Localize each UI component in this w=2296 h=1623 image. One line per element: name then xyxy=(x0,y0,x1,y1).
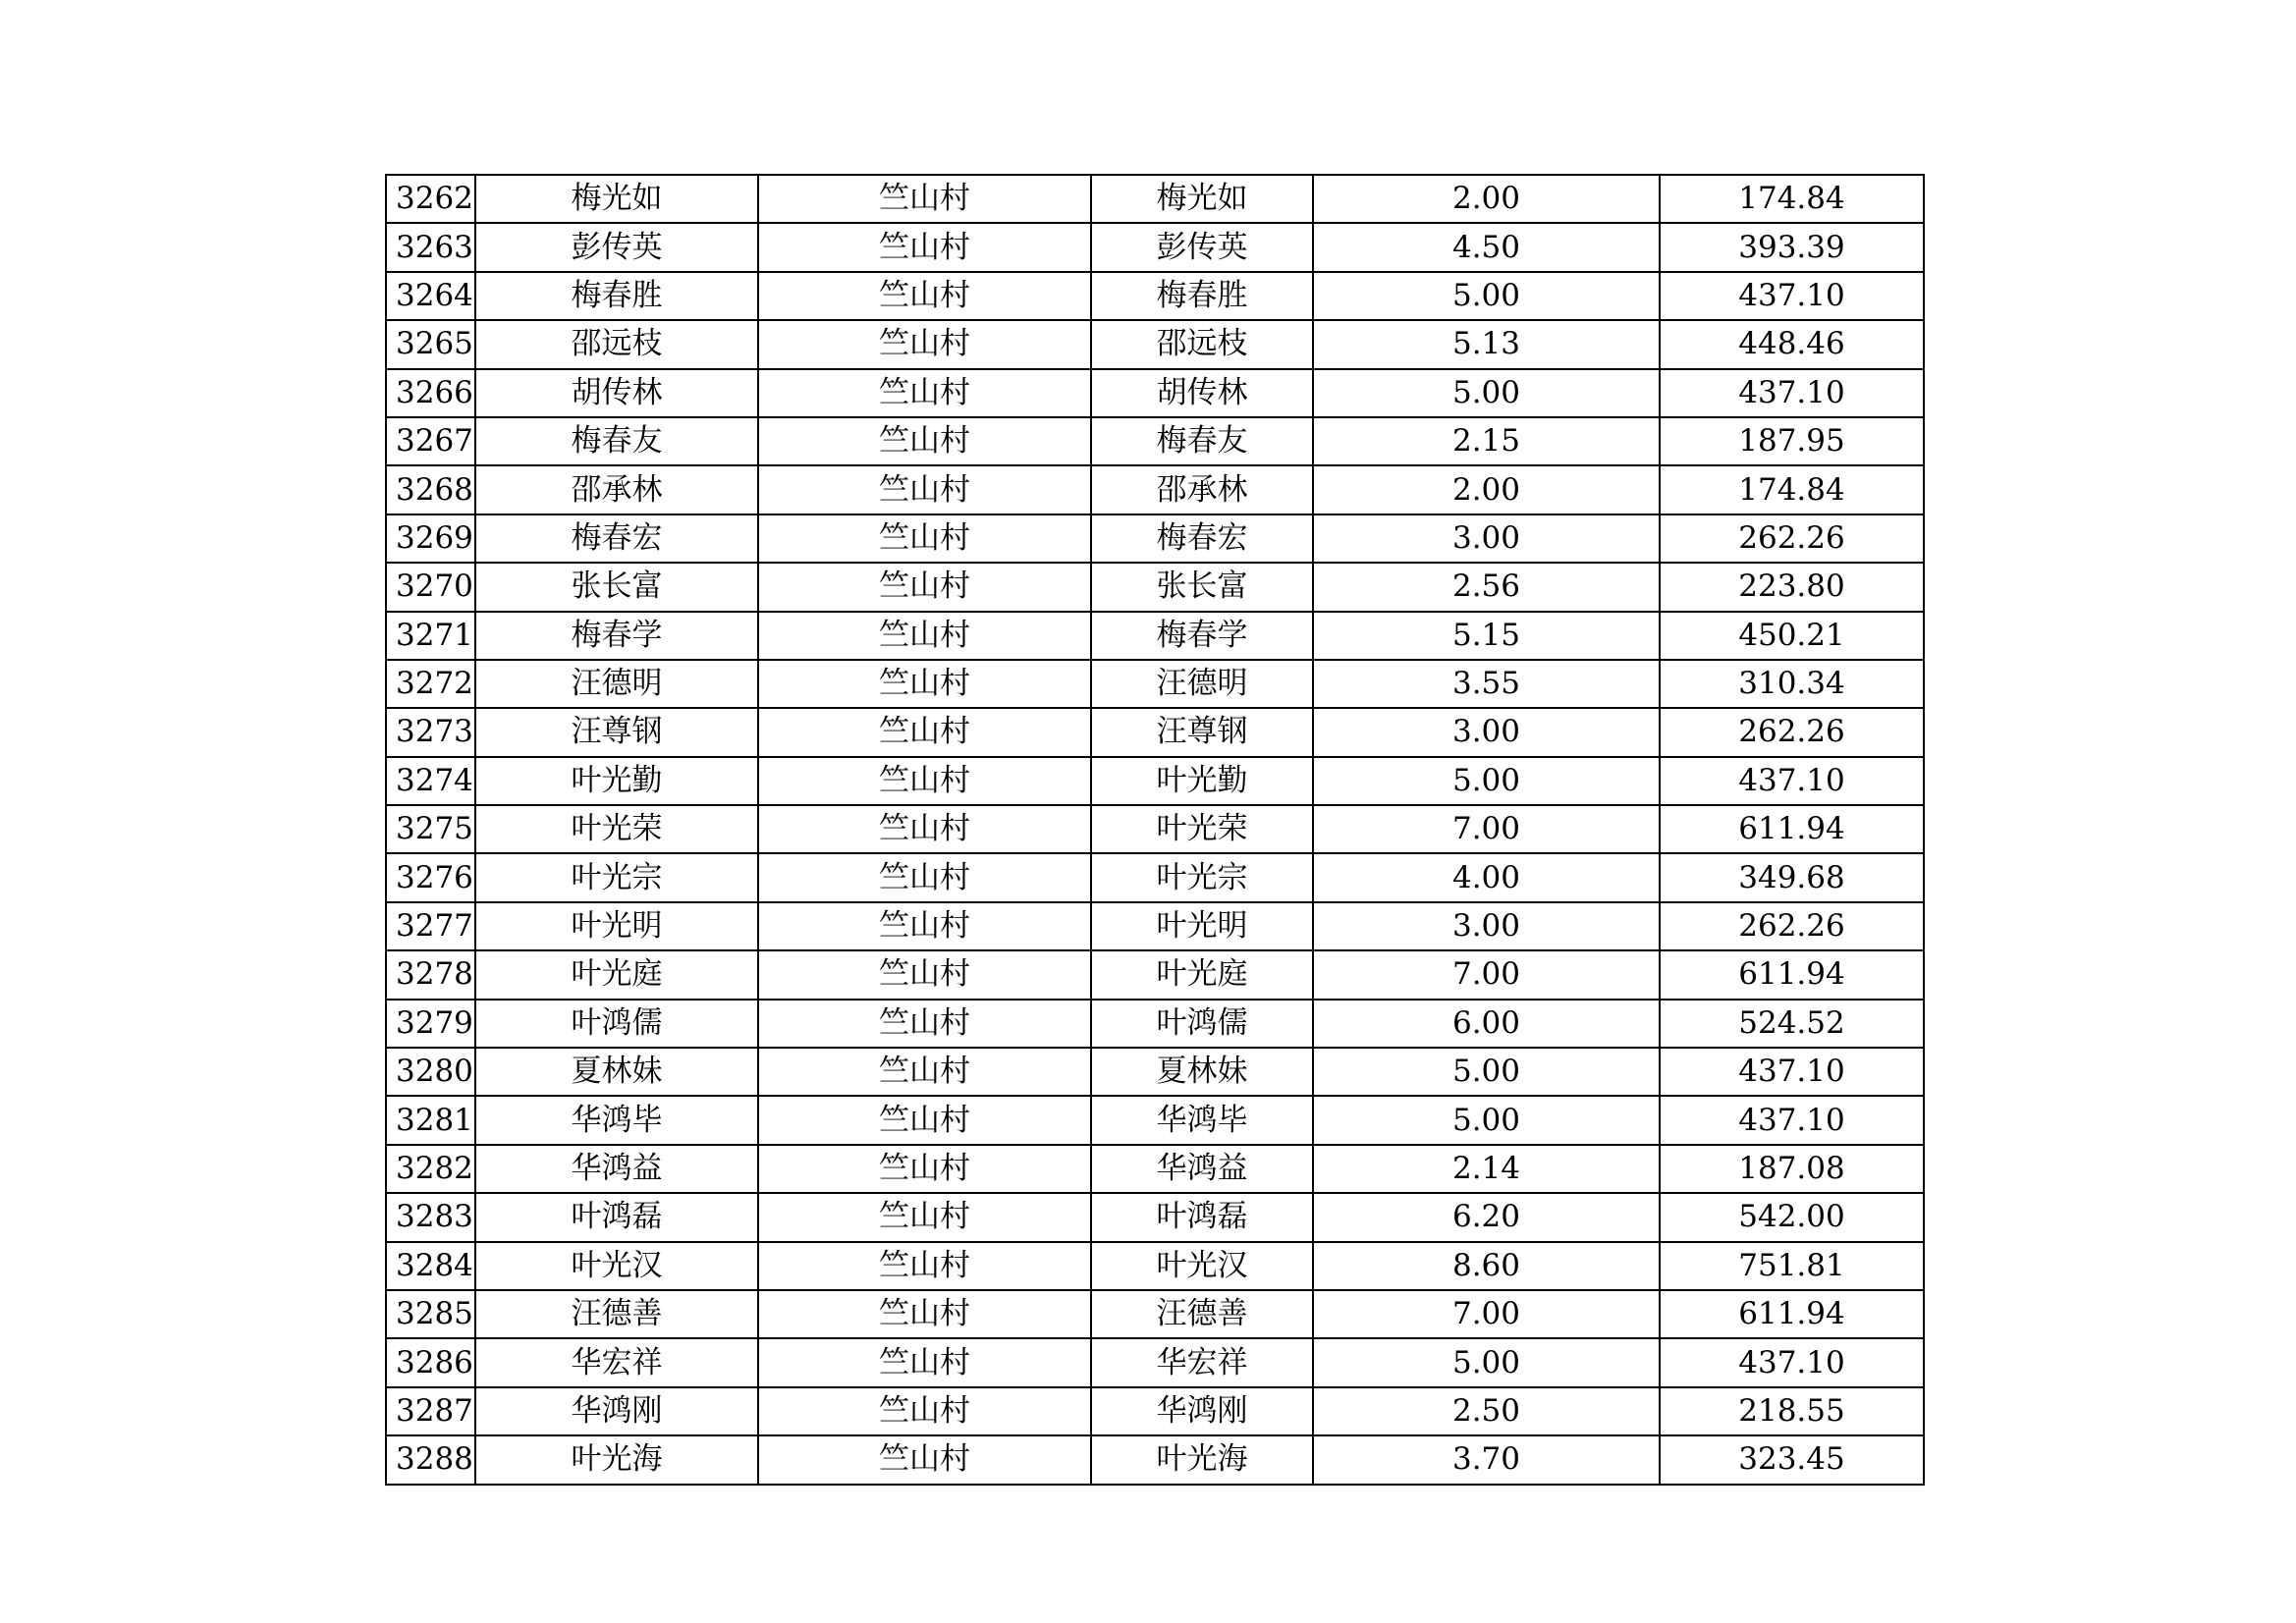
table-row xyxy=(386,708,1924,756)
row-number-cell: 3275 xyxy=(386,805,475,853)
amount-cell: 393.39 xyxy=(1660,223,1924,271)
payee-name-cell: 华鸿毕 xyxy=(1091,1096,1313,1144)
payee-name-cell: 华鸿益 xyxy=(1091,1145,1313,1193)
table-row xyxy=(386,320,1924,368)
payee-name-cell: 叶鸿磊 xyxy=(1091,1193,1313,1241)
village-cell: 竺山村 xyxy=(758,369,1091,417)
amount-cell: 611.94 xyxy=(1660,950,1924,999)
amount-cell: 323.45 xyxy=(1660,1435,1924,1484)
table-row xyxy=(386,369,1924,417)
area-cell: 3.55 xyxy=(1313,660,1660,708)
village-cell: 竺山村 xyxy=(758,272,1091,320)
amount-cell: 437.10 xyxy=(1660,1096,1924,1144)
table-row xyxy=(386,1193,1924,1241)
subsidy-roster-table xyxy=(385,174,1925,1486)
area-cell: 3.00 xyxy=(1313,514,1660,563)
village-cell: 竺山村 xyxy=(758,757,1091,805)
payee-name-cell: 叶光海 xyxy=(1091,1435,1313,1484)
table-row xyxy=(386,417,1924,465)
table-row xyxy=(386,1435,1924,1484)
row-number-cell: 3264 xyxy=(386,272,475,320)
payee-name-cell: 夏林妹 xyxy=(1091,1048,1313,1096)
payee-name-cell: 梅春宏 xyxy=(1091,514,1313,563)
row-number-cell: 3285 xyxy=(386,1290,475,1338)
row-number-cell: 3286 xyxy=(386,1338,475,1386)
area-cell: 3.00 xyxy=(1313,902,1660,950)
area-cell: 7.00 xyxy=(1313,1290,1660,1338)
village-cell: 竺山村 xyxy=(758,417,1091,465)
household-name-cell: 胡传林 xyxy=(475,369,758,417)
payee-name-cell: 叶光宗 xyxy=(1091,853,1313,901)
roster-table-body xyxy=(386,175,1924,1485)
amount-cell: 262.26 xyxy=(1660,902,1924,950)
amount-cell: 611.94 xyxy=(1660,805,1924,853)
row-number-cell: 3282 xyxy=(386,1145,475,1193)
village-cell: 竺山村 xyxy=(758,465,1091,514)
household-name-cell: 梅春友 xyxy=(475,417,758,465)
row-number-cell: 3283 xyxy=(386,1193,475,1241)
payee-name-cell: 叶光明 xyxy=(1091,902,1313,950)
row-number-cell: 3269 xyxy=(386,514,475,563)
area-cell: 7.00 xyxy=(1313,805,1660,853)
household-name-cell: 叶鸿磊 xyxy=(475,1193,758,1241)
row-number-cell: 3276 xyxy=(386,853,475,901)
payee-name-cell: 汪德明 xyxy=(1091,660,1313,708)
payee-name-cell: 华宏祥 xyxy=(1091,1338,1313,1386)
household-name-cell: 汪德明 xyxy=(475,660,758,708)
amount-cell: 187.95 xyxy=(1660,417,1924,465)
amount-cell: 437.10 xyxy=(1660,369,1924,417)
village-cell: 竺山村 xyxy=(758,320,1091,368)
table-row xyxy=(386,1048,1924,1096)
household-name-cell: 梅光如 xyxy=(475,175,758,223)
area-cell: 6.00 xyxy=(1313,1000,1660,1048)
area-cell: 5.00 xyxy=(1313,272,1660,320)
amount-cell: 262.26 xyxy=(1660,708,1924,756)
table-row xyxy=(386,175,1924,223)
amount-cell: 218.55 xyxy=(1660,1387,1924,1435)
payee-name-cell: 邵远枝 xyxy=(1091,320,1313,368)
amount-cell: 174.84 xyxy=(1660,175,1924,223)
area-cell: 5.13 xyxy=(1313,320,1660,368)
row-number-cell: 3270 xyxy=(386,563,475,611)
row-number-cell: 3272 xyxy=(386,660,475,708)
area-cell: 4.00 xyxy=(1313,853,1660,901)
amount-cell: 542.00 xyxy=(1660,1193,1924,1241)
table-row xyxy=(386,950,1924,999)
area-cell: 3.70 xyxy=(1313,1435,1660,1484)
amount-cell: 223.80 xyxy=(1660,563,1924,611)
row-number-cell: 3273 xyxy=(386,708,475,756)
payee-name-cell: 梅春学 xyxy=(1091,612,1313,660)
table-row xyxy=(386,757,1924,805)
amount-cell: 187.08 xyxy=(1660,1145,1924,1193)
amount-cell: 751.81 xyxy=(1660,1242,1924,1290)
village-cell: 竺山村 xyxy=(758,1145,1091,1193)
row-number-cell: 3287 xyxy=(386,1387,475,1435)
row-number-cell: 3274 xyxy=(386,757,475,805)
household-name-cell: 彭传英 xyxy=(475,223,758,271)
row-number-cell: 3263 xyxy=(386,223,475,271)
area-cell: 6.20 xyxy=(1313,1193,1660,1241)
area-cell: 2.00 xyxy=(1313,465,1660,514)
household-name-cell: 汪德善 xyxy=(475,1290,758,1338)
village-cell: 竺山村 xyxy=(758,805,1091,853)
household-name-cell: 华鸿益 xyxy=(475,1145,758,1193)
payee-name-cell: 汪尊钢 xyxy=(1091,708,1313,756)
amount-cell: 349.68 xyxy=(1660,853,1924,901)
area-cell: 2.00 xyxy=(1313,175,1660,223)
table-row xyxy=(386,514,1924,563)
payee-name-cell: 胡传林 xyxy=(1091,369,1313,417)
table-row xyxy=(386,660,1924,708)
village-cell: 竺山村 xyxy=(758,902,1091,950)
village-cell: 竺山村 xyxy=(758,660,1091,708)
area-cell: 2.56 xyxy=(1313,563,1660,611)
row-number-cell: 3280 xyxy=(386,1048,475,1096)
row-number-cell: 3281 xyxy=(386,1096,475,1144)
amount-cell: 437.10 xyxy=(1660,1338,1924,1386)
table-row xyxy=(386,1000,1924,1048)
village-cell: 竺山村 xyxy=(758,1048,1091,1096)
household-name-cell: 邵承林 xyxy=(475,465,758,514)
payee-name-cell: 叶光勤 xyxy=(1091,757,1313,805)
household-name-cell: 梅春宏 xyxy=(475,514,758,563)
row-number-cell: 3277 xyxy=(386,902,475,950)
payee-name-cell: 梅春胜 xyxy=(1091,272,1313,320)
area-cell: 5.15 xyxy=(1313,612,1660,660)
amount-cell: 437.10 xyxy=(1660,272,1924,320)
area-cell: 7.00 xyxy=(1313,950,1660,999)
household-name-cell: 叶鸿儒 xyxy=(475,1000,758,1048)
household-name-cell: 汪尊钢 xyxy=(475,708,758,756)
household-name-cell: 邵远枝 xyxy=(475,320,758,368)
household-name-cell: 梅春胜 xyxy=(475,272,758,320)
village-cell: 竺山村 xyxy=(758,1387,1091,1435)
amount-cell: 262.26 xyxy=(1660,514,1924,563)
village-cell: 竺山村 xyxy=(758,514,1091,563)
area-cell: 5.00 xyxy=(1313,1338,1660,1386)
area-cell: 3.00 xyxy=(1313,708,1660,756)
row-number-cell: 3265 xyxy=(386,320,475,368)
amount-cell: 437.10 xyxy=(1660,1048,1924,1096)
table-row xyxy=(386,1290,1924,1338)
village-cell: 竺山村 xyxy=(758,1242,1091,1290)
row-number-cell: 3267 xyxy=(386,417,475,465)
table-row xyxy=(386,612,1924,660)
area-cell: 5.00 xyxy=(1313,757,1660,805)
village-cell: 竺山村 xyxy=(758,950,1091,999)
row-number-cell: 3279 xyxy=(386,1000,475,1048)
row-number-cell: 3268 xyxy=(386,465,475,514)
village-cell: 竺山村 xyxy=(758,612,1091,660)
table-row xyxy=(386,805,1924,853)
household-name-cell: 梅春学 xyxy=(475,612,758,660)
payee-name-cell: 叶光汉 xyxy=(1091,1242,1313,1290)
table-row xyxy=(386,223,1924,271)
table-row xyxy=(386,1242,1924,1290)
household-name-cell: 华宏祥 xyxy=(475,1338,758,1386)
payee-name-cell: 华鸿刚 xyxy=(1091,1387,1313,1435)
household-name-cell: 叶光勤 xyxy=(475,757,758,805)
household-name-cell: 叶光明 xyxy=(475,902,758,950)
row-number-cell: 3288 xyxy=(386,1435,475,1484)
amount-cell: 310.34 xyxy=(1660,660,1924,708)
area-cell: 4.50 xyxy=(1313,223,1660,271)
village-cell: 竺山村 xyxy=(758,1096,1091,1144)
household-name-cell: 华鸿刚 xyxy=(475,1387,758,1435)
table-row xyxy=(386,563,1924,611)
household-name-cell: 夏林妹 xyxy=(475,1048,758,1096)
household-name-cell: 叶光宗 xyxy=(475,853,758,901)
row-number-cell: 3271 xyxy=(386,612,475,660)
table-row xyxy=(386,1387,1924,1435)
row-number-cell: 3262 xyxy=(386,175,475,223)
row-number-cell: 3284 xyxy=(386,1242,475,1290)
area-cell: 5.00 xyxy=(1313,369,1660,417)
area-cell: 2.15 xyxy=(1313,417,1660,465)
amount-cell: 174.84 xyxy=(1660,465,1924,514)
area-cell: 2.50 xyxy=(1313,1387,1660,1435)
amount-cell: 524.52 xyxy=(1660,1000,1924,1048)
household-name-cell: 张长富 xyxy=(475,563,758,611)
payee-name-cell: 叶光荣 xyxy=(1091,805,1313,853)
household-name-cell: 叶光海 xyxy=(475,1435,758,1484)
village-cell: 竺山村 xyxy=(758,223,1091,271)
amount-cell: 437.10 xyxy=(1660,757,1924,805)
payee-name-cell: 梅光如 xyxy=(1091,175,1313,223)
area-cell: 8.60 xyxy=(1313,1242,1660,1290)
payee-name-cell: 彭传英 xyxy=(1091,223,1313,271)
table-row xyxy=(386,902,1924,950)
village-cell: 竺山村 xyxy=(758,1435,1091,1484)
row-number-cell: 3266 xyxy=(386,369,475,417)
table-row xyxy=(386,1096,1924,1144)
village-cell: 竺山村 xyxy=(758,708,1091,756)
village-cell: 竺山村 xyxy=(758,853,1091,901)
amount-cell: 450.21 xyxy=(1660,612,1924,660)
payee-name-cell: 叶光庭 xyxy=(1091,950,1313,999)
area-cell: 2.14 xyxy=(1313,1145,1660,1193)
amount-cell: 448.46 xyxy=(1660,320,1924,368)
village-cell: 竺山村 xyxy=(758,1290,1091,1338)
payee-name-cell: 梅春友 xyxy=(1091,417,1313,465)
amount-cell: 611.94 xyxy=(1660,1290,1924,1338)
household-name-cell: 叶光庭 xyxy=(475,950,758,999)
area-cell: 5.00 xyxy=(1313,1096,1660,1144)
payee-name-cell: 汪德善 xyxy=(1091,1290,1313,1338)
area-cell: 5.00 xyxy=(1313,1048,1660,1096)
table-row xyxy=(386,272,1924,320)
village-cell: 竺山村 xyxy=(758,1000,1091,1048)
village-cell: 竺山村 xyxy=(758,563,1091,611)
row-number-cell: 3278 xyxy=(386,950,475,999)
table-row xyxy=(386,1145,1924,1193)
payee-name-cell: 邵承林 xyxy=(1091,465,1313,514)
table-row xyxy=(386,465,1924,514)
table-row xyxy=(386,1338,1924,1386)
village-cell: 竺山村 xyxy=(758,175,1091,223)
village-cell: 竺山村 xyxy=(758,1193,1091,1241)
table-row xyxy=(386,853,1924,901)
payee-name-cell: 叶鸿儒 xyxy=(1091,1000,1313,1048)
household-name-cell: 叶光荣 xyxy=(475,805,758,853)
household-name-cell: 叶光汉 xyxy=(475,1242,758,1290)
village-cell: 竺山村 xyxy=(758,1338,1091,1386)
household-name-cell: 华鸿毕 xyxy=(475,1096,758,1144)
payee-name-cell: 张长富 xyxy=(1091,563,1313,611)
